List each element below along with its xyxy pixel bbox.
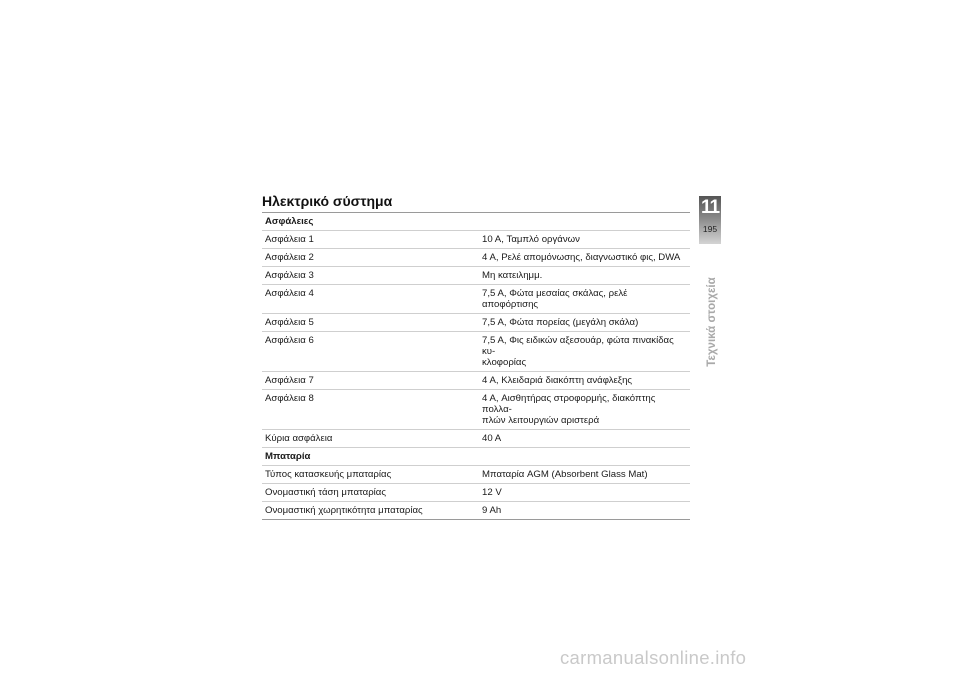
row-label: Ασφάλεια 3 <box>262 267 479 285</box>
row-value: 4 A, Κλειδαριά διακόπτη ανάφλεξης <box>479 372 690 390</box>
row-value: 4 A, Ρελέ απομόνωσης, διαγνωστικό φις, DWA <box>479 249 690 267</box>
page-number: 195 <box>702 224 718 234</box>
watermark: carmanualsonline.info <box>560 647 747 668</box>
chapter-tab <box>699 196 721 244</box>
section-title: Ηλεκτρικό σύστημα <box>262 193 393 209</box>
row-label: Κύρια ασφάλεια <box>262 430 479 448</box>
row-label: Ασφάλεια 1 <box>262 231 479 249</box>
table-row <box>262 390 690 430</box>
table-row <box>262 249 690 267</box>
row-value: 7,5 A, Φώτα μεσαίας σκάλας, ρελέ αποφόρτισης <box>479 285 690 314</box>
table-row <box>262 285 690 314</box>
table-row <box>262 466 690 484</box>
row-value: Μη κατειλημμ. <box>479 267 690 285</box>
row-label: Ασφάλεια 8 <box>262 390 479 430</box>
group-header-battery <box>262 448 690 466</box>
table-row <box>262 332 690 372</box>
row-label: Ασφάλεια 2 <box>262 249 479 267</box>
row-value: Μπαταρία AGM (Absorbent Glass Mat) <box>479 466 690 484</box>
table-row <box>262 502 690 520</box>
spec-table <box>262 212 690 520</box>
row-label: Τύπος κατασκευής μπαταρίας <box>262 466 479 484</box>
table-row <box>262 314 690 332</box>
row-value: 12 V <box>479 484 690 502</box>
row-value: 7,5 A, Φις ειδικών αξεσουάρ, φώτα πινακίδας κυ- κλοφορίας <box>479 332 690 372</box>
row-label: Ασφάλεια 4 <box>262 285 479 314</box>
row-label: Ονομαστική τάση μπαταρίας <box>262 484 479 502</box>
row-value: 7,5 A, Φώτα πορείας (μεγάλη σκάλα) <box>479 314 690 332</box>
table-row <box>262 267 690 285</box>
row-value: 10 A, Ταμπλό οργάνων <box>479 231 690 249</box>
row-value: 40 A <box>479 430 690 448</box>
group-header-label: Μπαταρία <box>262 448 690 466</box>
row-label: Ασφάλεια 6 <box>262 332 479 372</box>
row-label: Ασφάλεια 5 <box>262 314 479 332</box>
row-label: Ασφάλεια 7 <box>262 372 479 390</box>
row-label: Ονομαστική χωρητικότητα μπαταρίας <box>262 502 479 520</box>
table-row <box>262 430 690 448</box>
row-value: 4 A, Αισθητήρας στροφορμής, διακόπτης πολλα- πλών λειτουργιών αριστερά <box>479 390 690 430</box>
chapter-title: Τεχνικά στοιχεία <box>706 277 718 367</box>
table-row <box>262 231 690 249</box>
row-value: 9 Ah <box>479 502 690 520</box>
table-row <box>262 484 690 502</box>
chapter-number: 11 <box>700 197 720 218</box>
table-row <box>262 372 690 390</box>
group-header-label: Ασφάλειες <box>262 213 690 231</box>
group-header-fuses <box>262 213 690 231</box>
